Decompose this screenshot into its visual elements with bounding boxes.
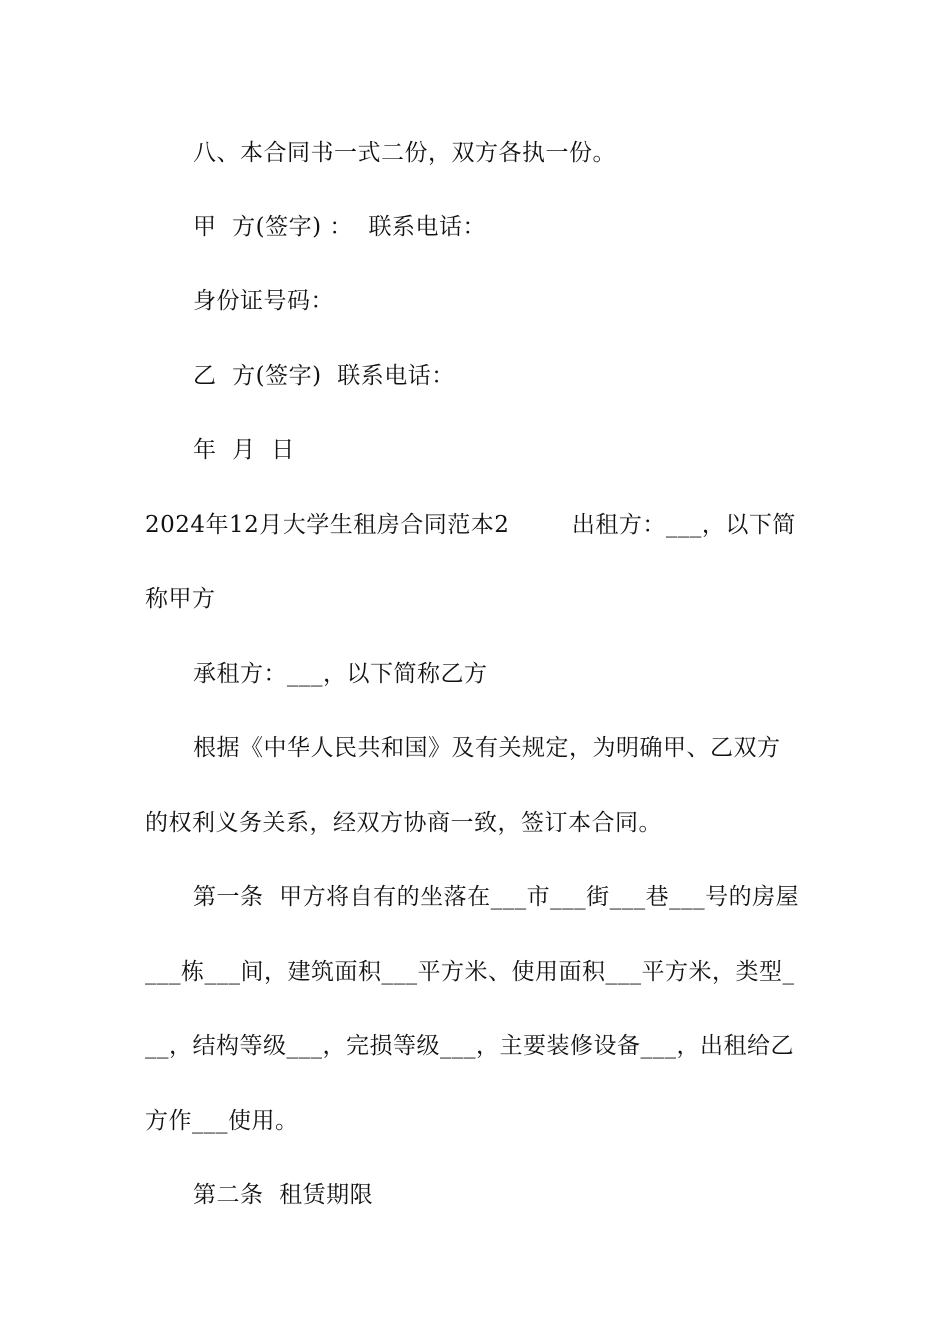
paragraph-line: 方作___使用。 [145, 1108, 299, 1134]
paragraph-line: 承租方：___，以下简称乙方 [193, 661, 488, 687]
paragraph-line: 第二条 租赁期限 [193, 1182, 374, 1208]
paragraph-line: 根据《中华人民共和国》及有关规定，为明确甲、乙双方 [193, 735, 781, 761]
paragraph-line: 八、本合同书一式二份，双方各执一份。 [193, 140, 616, 166]
paragraph-line: 甲 方(签字) ： 联系电话： [193, 214, 487, 240]
paragraph-line: 第一条 甲方将自有的坐落在___市___街___巷___号的房屋 [193, 884, 800, 910]
paragraph-line: 称甲方 [145, 586, 216, 612]
paragraph-line: 2024年12月大学生租房合同范本2 出租方：___，以下简 [145, 512, 796, 538]
paragraph-line: 年 月 日 [193, 437, 295, 463]
paragraph-line: 身份证号码： [193, 288, 334, 314]
paragraph-line: 的权利义务关系，经双方协商一致，签订本合同。 [145, 810, 662, 836]
paragraph-line: ___栋___间，建筑面积___平方米、使用面积___平方米，类型_ [145, 959, 795, 985]
paragraph-line: 乙 方(签字) 联系电话： [193, 363, 455, 389]
paragraph-line: __，结构等级___，完损等级___，主要装修设备___，出租给乙 [145, 1033, 794, 1059]
